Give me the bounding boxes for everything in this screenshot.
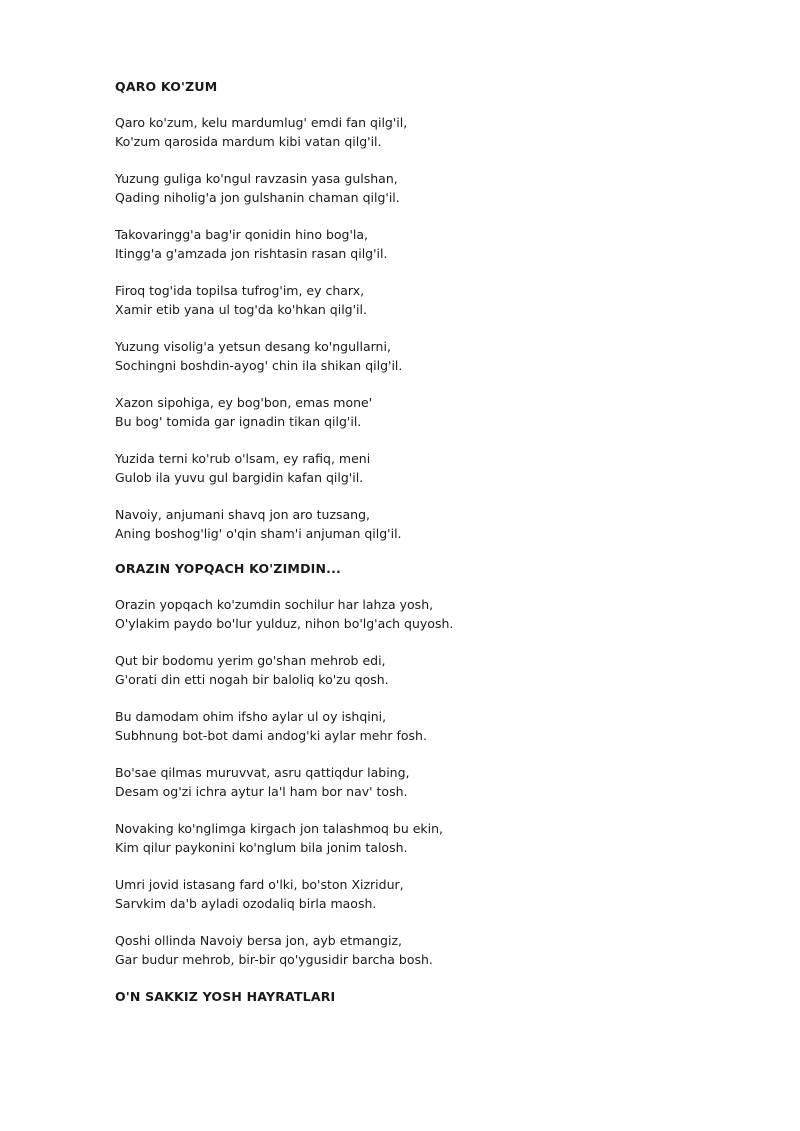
verse-line: Gulob ila yuvu gul bargidin kafan qilg'il. (115, 469, 364, 485)
stanza (115, 596, 735, 633)
stanza (115, 652, 735, 689)
stanza (115, 876, 735, 913)
verse-line: Sarvkim da'b ayladi ozodaliq birla maosh. (115, 895, 377, 911)
stanza (115, 450, 735, 487)
verse-line: Aning boshog'lig' o'qin sham'i anjuman qilg'il. (115, 525, 402, 541)
stanza (115, 820, 735, 857)
stanza (115, 764, 735, 801)
verse-line: Bu bog' tomida gar ignadin tikan qilg'il. (115, 413, 362, 429)
poem-title: QARO KO'ZUM (115, 79, 218, 94)
verse-line: Bu damodam ohim ifsho aylar ul oy ishqini, (115, 709, 387, 724)
verse-line: Novaking ko'nglimga kirgach jon talashmoq bu ekin, (115, 821, 444, 836)
stanza (115, 338, 735, 375)
stanza (115, 394, 735, 431)
verse-line: Kim qilur paykonini ko'nglum bila jonim talosh. (115, 839, 408, 855)
stanza (115, 114, 735, 151)
verse-line: Yuzida terni ko'rub o'lsam, ey rafiq, meni (115, 451, 371, 466)
verse-line: Umri jovid istasang fard o'lki, bo'ston Xizridur, (115, 877, 404, 892)
verse-line: Ko'zum qarosida mardum kibi vatan qilg'il. (115, 133, 382, 149)
verse-line: Qaro ko'zum, kelu mardumlug' emdi fan qilg'il, (115, 115, 408, 130)
poem-section (115, 78, 735, 543)
verse-line: Navoiy, anjumani shavq jon aro tuzsang, (115, 507, 371, 522)
verse-line: Qading niholig'a jon gulshanin chaman qilg'il. (115, 189, 400, 205)
verse-line: Subhnung bot-bot dami andog'ki aylar mehr fosh. (115, 727, 427, 743)
verse-line: Yuzung visolig'a yetsun desang ko'ngullarni, (115, 339, 391, 354)
document-page (115, 78, 735, 1024)
verse-line: Bo'sae qilmas muruvvat, asru qattiqdur labing, (115, 765, 410, 780)
verse-line: Yuzung guliga ko'ngul ravzasin yasa gulshan, (115, 171, 398, 186)
verse-line: Xamir etib yana ul tog'da ko'hkan qilg'il. (115, 301, 367, 317)
stanza (115, 170, 735, 207)
stanza (115, 226, 735, 263)
verse-line: Gar budur mehrob, bir-bir qo'ygusidir barcha bosh. (115, 951, 433, 967)
verse-line: Itingg'a g'amzada jon rishtasin rasan qilg'il. (115, 245, 388, 261)
verse-line: Qut bir bodomu yerim go'shan mehrob edi, (115, 653, 386, 668)
verse-line: Orazin yopqach ko'zumdin sochilur har lahza yosh, (115, 597, 434, 612)
stanza (115, 282, 735, 319)
stanza (115, 708, 735, 745)
poem-section (115, 560, 735, 969)
verse-line: O'ylakim paydo bo'lur yulduz, nihon bo'lg'ach quyosh. (115, 615, 454, 631)
stanza (115, 506, 735, 543)
verse-line: Takovaringg'a bag'ir qonidin hino bog'la, (115, 227, 369, 242)
poem-title: ORAZIN YOPQACH KO'ZIMDIN... (115, 561, 341, 576)
verse-line: G'orati din etti nogah bir baloliq ko'zu qosh. (115, 671, 389, 687)
verse-line: Firoq tog'ida topilsa tufrog'im, ey charx, (115, 283, 365, 298)
verse-line: Desam og'zi ichra aytur la'l ham bor nav' tosh. (115, 783, 408, 799)
verse-line: Qoshi ollinda Navoiy bersa jon, ayb etmangiz, (115, 933, 402, 948)
stanza (115, 932, 735, 969)
verse-line: Sochingni boshdin-ayog' chin ila shikan qilg'il. (115, 357, 403, 373)
verse-line: Xazon sipohiga, ey bog'bon, emas mone' (115, 395, 373, 410)
poem-title: O'N SAKKIZ YOSH HAYRATLARI (115, 989, 336, 1004)
poem-section (115, 988, 735, 1006)
